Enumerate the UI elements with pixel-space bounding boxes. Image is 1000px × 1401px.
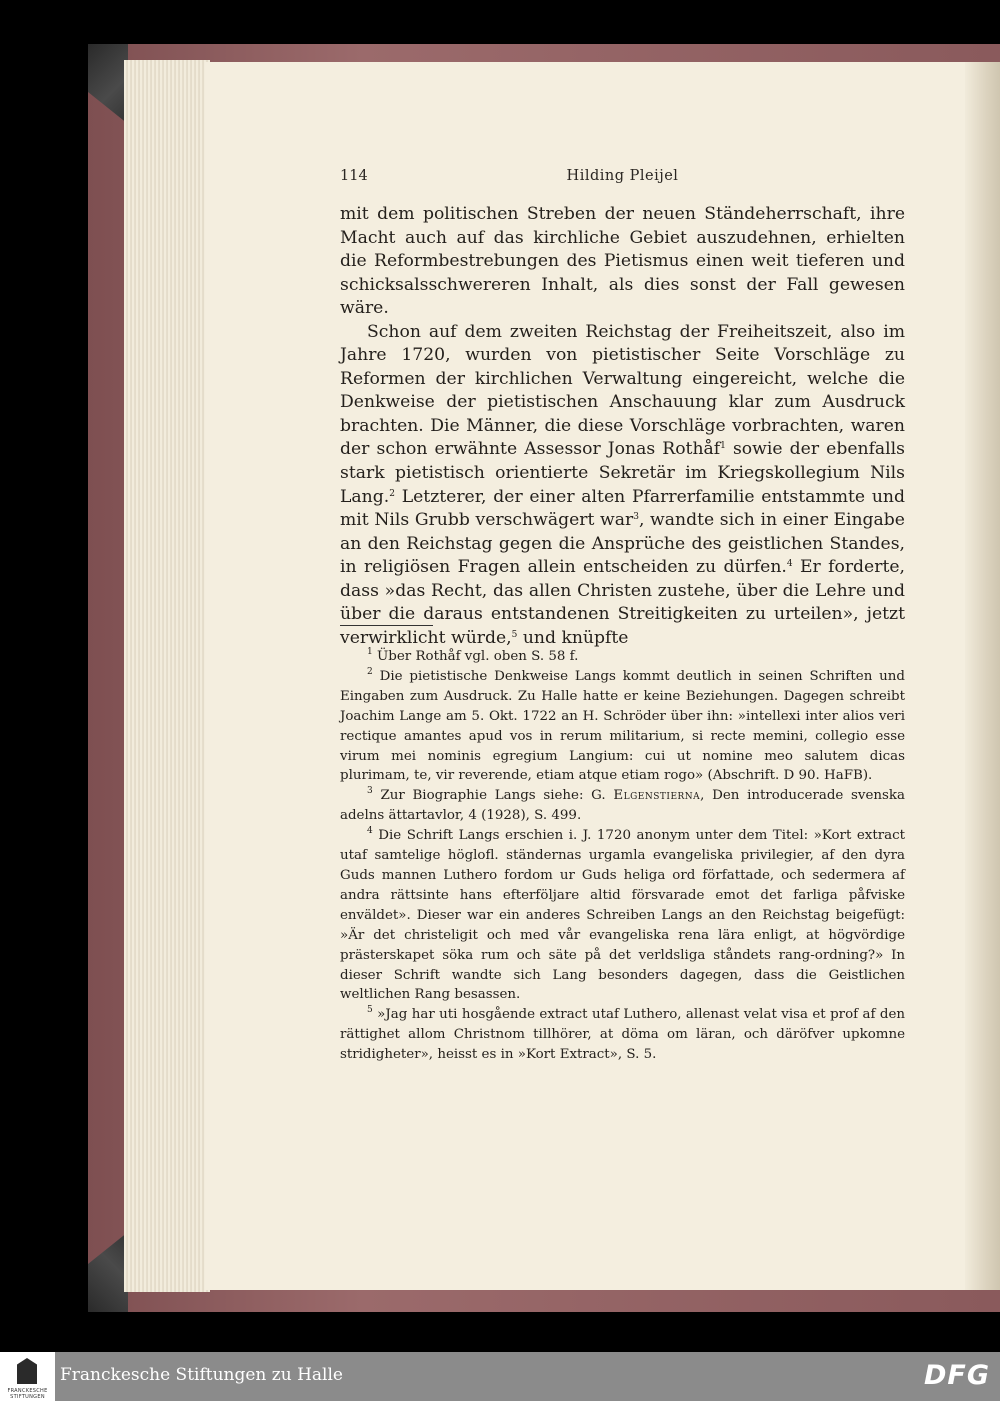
footnote-3: $^3$ Zur Biographie Langs siehe: G. Elgenstierna, Den introducerade svenska adelns ättartavlor, 4 (1928), S. 499. (340, 786, 905, 824)
paragraph-2: Schon auf dem zweiten Reichstag der Freiheitszeit, also im Jahre 1720, wurden von pietistischer Seite Vorschläge zu Reformen der kirchlichen Verwaltung eingereicht, welche die Denkweise der pietistischen Anschauung klar zum Ausdruck brachten. Die Männer, die diese Vorschläge vorbrachten, waren der schon erwähnte Assessor Jonas Rothåf$^1$ sowie der ebenfalls stark pietistisch orientierte Sekretär im Kriegskollegium Nils Lang.$^2$ Letzterer, der einer alten Pfarrerfamilie entstammte und mit Nils Grubb verschwägert war$^3$, wandte sich in einer Eingabe an den Reichstag gegen die Ansprüche des geistlichen Standes, in religiösen Fragen allein entscheiden zu dürfen.$^4$ Er forderte, dass »das Recht, das allen Christen zustehe, über die Lehre und über die daraus entstandenen Streitigkeiten zu urteilen», jetzt verwirklicht würde,$^5$ und knüpfte (340, 321, 905, 648)
running-head (340, 168, 905, 190)
footnote-ref[interactable]: 5 (511, 629, 518, 640)
running-title: Hilding Pleijel (566, 168, 679, 184)
institution-name[interactable]: Franckesche Stiftungen zu Halle (60, 1365, 343, 1385)
paragraph-1: mit dem politischen Streben der neuen Ständeherrschaft, ihre Macht auch auf das kirchliche Gebiet auszudehnen, erhielten die Reformbestrebungen des Pietismus einen weit tieferen und schicksalsschwereren Inhalt, als dies sonst der Fall gewesen wäre. (340, 204, 905, 319)
footnote-2: $^2$ Die pietistische Denkweise Langs kommt deutlich in seinen Schriften und Eingaben zum Ausdruck. Zu Halle hatte er keine Beziehungen. Dagegen schreibt Joachim Lange am 5. Okt. 1722 an H. Schröder über ihn: »intellexi inter alios veri rectique amantes apud vos in rerum militarium, si recte memini, collegio esse virum mei nominis egregium Langium: cui ut nomine meo salutem dicas plurimam, te, vir reverende, etiam atque etiam rogo» (Abschrift. D 90. HaFB). (340, 666, 905, 784)
page-number: 114 (340, 168, 368, 184)
main-text (340, 203, 905, 650)
page-stack-edges (124, 60, 210, 1292)
institution-logo[interactable]: FRANCKESCHE STIFTUNGEN (0, 1352, 55, 1401)
page-gutter (965, 62, 1000, 1290)
dfg-logo[interactable]: DFG (923, 1360, 990, 1391)
footnote-divider (340, 625, 433, 626)
footnotes (340, 647, 905, 1065)
footnote-ref[interactable]: 3 (633, 512, 639, 523)
emblem-icon (17, 1358, 37, 1384)
footnote-ref[interactable]: 4 (786, 559, 793, 570)
footnote-5: $^5$ »Jag har uti hosgående extract utaf Luthero, allenast velat visa et prof af den rättighet allom Christnom tillhörer, at döma om läran, och däröfver upkomne stridigheter», heisst es in »Kort Extract», S. 5. (340, 1005, 906, 1063)
footnote-1: $^1$ Über Rothåf vgl. oben S. 58 f. (367, 647, 579, 664)
footnote-ref[interactable]: 1 (720, 441, 726, 452)
footnote-4: $^4$ Die Schrift Langs erschien i. J. 1720 anonym unter dem Titel: »Kort extract utaf samtelige höglofl. ständernas urgamla evangeliska privilegier, af den dyra Guds mannen Luthero fordom ur Guds heliga ord författade, och sedermera af andra rättsinte hans efterföljare altid försvarade emot det farliga påfviske enväldet». Dieser war ein anderes Schreiben Langs an den Reichstag beigefügt: »Är det christeligit och med vår evangeliska rena lära enligt, at högvördige prästerskapet söka rum och säte på det verldsliga ståndets rang-ordning?» In dieser Schrift wandte sich Lang besonders dagegen, dass die Geistlichen weltlichen Rang besassen. (340, 826, 905, 1003)
footnote-ref[interactable]: 2 (389, 488, 395, 499)
